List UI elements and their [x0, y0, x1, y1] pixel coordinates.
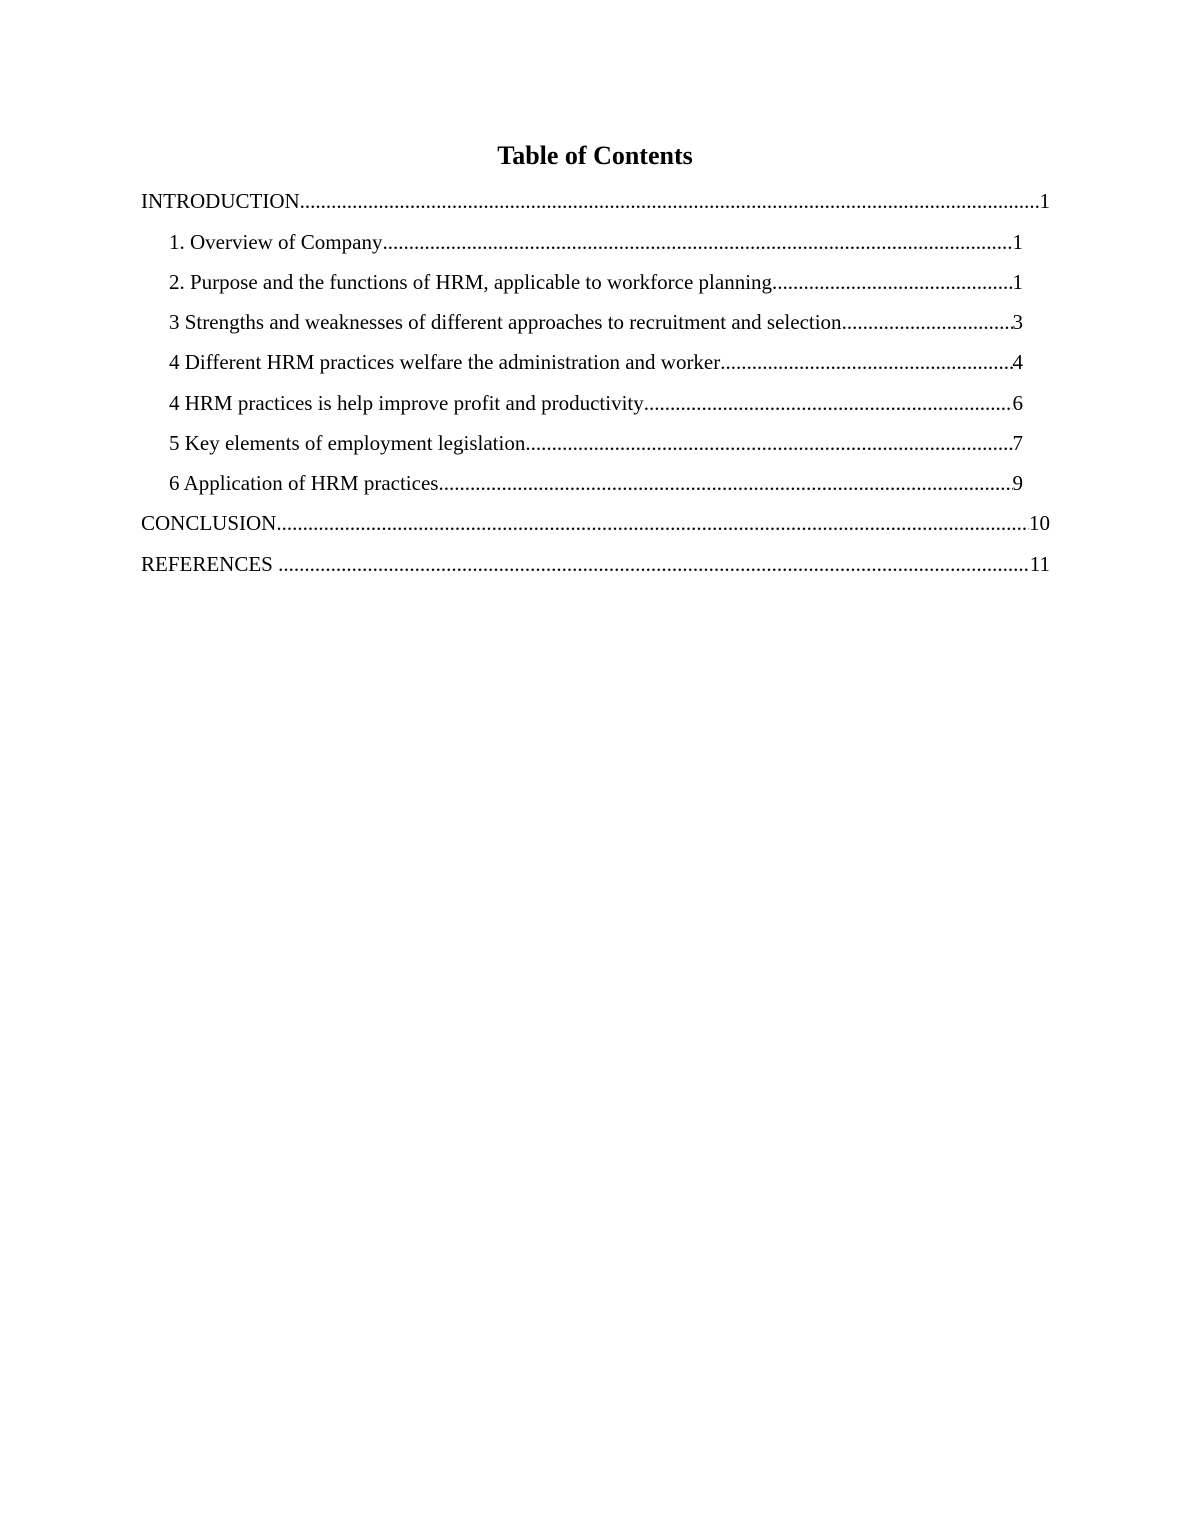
- toc-page-number: 4: [1012, 350, 1023, 374]
- toc-entry-purpose-functions-hrm[interactable]: [169, 268, 1023, 296]
- toc-page-number: 1: [1012, 230, 1023, 254]
- toc-page-number: 6: [1012, 391, 1023, 415]
- toc-entry-references[interactable]: [141, 550, 1050, 578]
- toc-page-number: 1: [1039, 189, 1050, 213]
- toc-entry-overview-of-company[interactable]: [169, 228, 1023, 256]
- toc-entry-label: CONCLUSION: [141, 511, 277, 535]
- toc-entry-conclusion[interactable]: [141, 509, 1050, 537]
- toc-entry-label: 6 Application of HRM practices: [169, 471, 439, 495]
- toc-dot-leader: [300, 187, 1040, 215]
- toc-dot-leader: [720, 348, 1012, 376]
- toc-entry-employment-legislation[interactable]: [169, 429, 1023, 457]
- toc-title: Table of Contents: [497, 141, 693, 170]
- toc-dot-leader: [278, 550, 1030, 578]
- toc-dot-leader: [382, 228, 1012, 256]
- toc-dot-leader: [276, 509, 1029, 537]
- toc-entry-hrm-profit-productivity[interactable]: [169, 389, 1023, 417]
- toc-page-number: 10: [1029, 511, 1050, 535]
- toc-dot-leader: [772, 268, 1012, 296]
- toc-entry-label: 2. Purpose and the functions of HRM, applicable to workforce planning: [169, 270, 773, 294]
- toc-entry-label: 4 Different HRM practices welfare the administration and worker: [169, 350, 721, 374]
- toc-dot-leader: [644, 389, 1013, 417]
- toc-page-number: 3: [1012, 310, 1023, 334]
- toc-entry-label: 4 HRM practices is help improve profit and productivity: [169, 391, 644, 415]
- toc-entry-application-hrm-practices[interactable]: [169, 469, 1023, 497]
- toc-dot-leader: [525, 429, 1012, 457]
- toc-entry-label: 3 Strengths and weaknesses of different approaches to recruitment and selection: [169, 310, 842, 334]
- toc-dot-leader: [438, 469, 1012, 497]
- toc-page-number: 11: [1029, 552, 1050, 576]
- toc-dot-leader: [842, 308, 1013, 336]
- toc-entry-strengths-weaknesses[interactable]: [169, 308, 1023, 336]
- toc-entry-different-hrm-practices[interactable]: [169, 348, 1023, 376]
- toc-entry-label: REFERENCES: [141, 552, 279, 576]
- toc-page-number: 1: [1012, 270, 1023, 294]
- toc-entry-label: 1. Overview of Company: [169, 230, 383, 254]
- toc-page-number: 9: [1012, 471, 1023, 495]
- toc-entry-label: INTRODUCTION: [141, 189, 300, 213]
- toc-page-number: 7: [1012, 431, 1023, 455]
- toc-entry-label: 5 Key elements of employment legislation: [169, 431, 526, 455]
- toc-entry-introduction[interactable]: [141, 187, 1050, 215]
